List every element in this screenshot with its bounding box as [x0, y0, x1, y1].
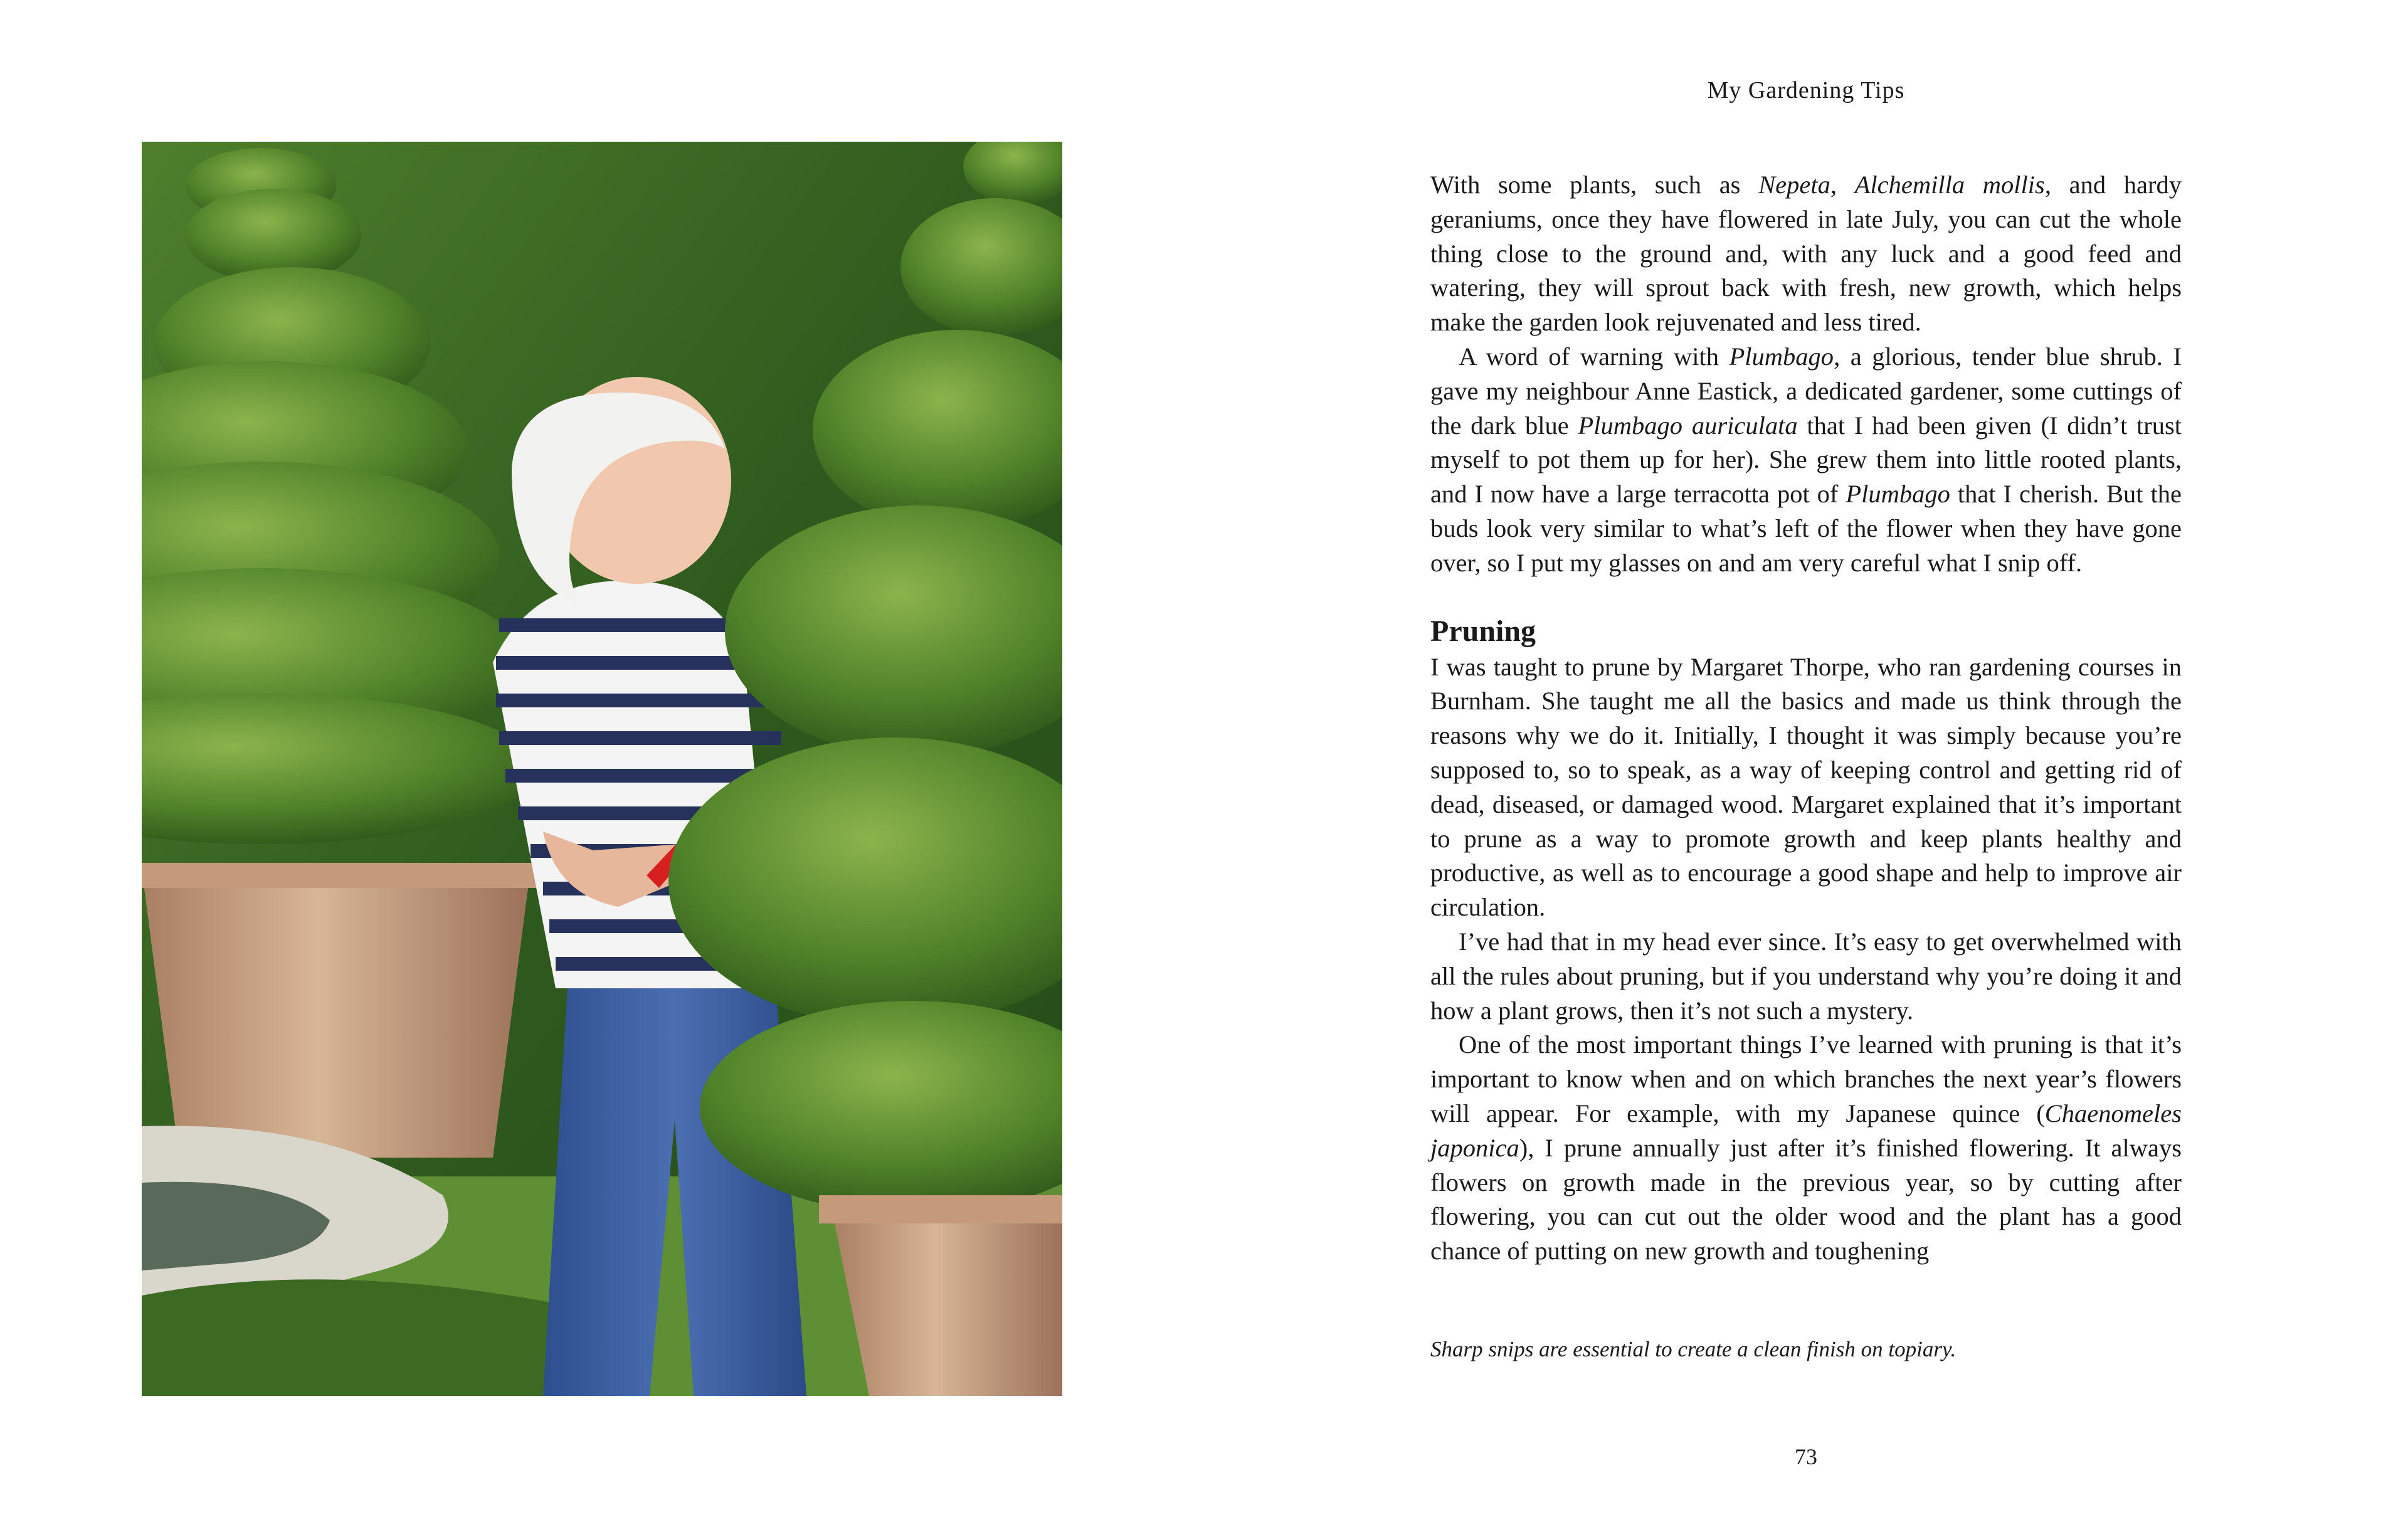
paragraph — [1430, 168, 2182, 340]
italic-term: Nepeta — [1758, 171, 1830, 199]
text-run: that I had been given (I didn’t trust myself to pot them up for her). She grew them into little rooted plants, and I now have a large terracotta pot of — [1430, 411, 2182, 509]
pruning-paragraphs — [1430, 650, 2182, 1269]
paragraph — [1430, 340, 2182, 581]
italic-term: Plumbago auriculata — [1578, 411, 1798, 440]
left-terracotta-pot — [142, 869, 531, 1158]
running-head: My Gardening Tips — [1707, 77, 1905, 103]
text-run: One of the most important things I’ve learned with pruning is that it’s important to know when and on which branches the next year’s flowers will appear. For example, with my Japanese quince ( — [1430, 1030, 2182, 1128]
page-number: 73 — [1795, 1444, 1817, 1469]
italic-term: Plumbago — [1846, 480, 1950, 509]
gardener-trimming-topiary-illustration — [142, 142, 1062, 1396]
paragraph — [1430, 925, 2182, 1028]
text-run: that I cherish. But the buds look very similar to what’s left of the flower when they have gone over, so I put my glasses on and am very careful what I snip off. — [1430, 480, 2182, 577]
italic-term: Alchemilla mollis — [1854, 171, 2045, 199]
section-heading: Pruning — [1430, 614, 1536, 648]
low-box-hedge — [142, 1279, 581, 1396]
text-run: , — [1830, 171, 1855, 199]
text-run: I’ve had that in my head ever since. It’s easy to get overwhelmed with all the rules about pruning, but if you understand why you’re doing it and how a plant grows, then it’s not such a mystery. — [1430, 927, 2182, 1025]
paragraph — [1430, 1028, 2182, 1269]
text-run: A word of warning with — [1459, 342, 1729, 371]
text-run: , and hardy geraniums, once they have flowered in late July, you can cut the whole thing close to the ground and, with any luck and a good feed and watering, they will sprout back with fresh, new growth, which helps make the garden look rejuvenated and less tired. — [1430, 171, 2182, 337]
text-run: ), I prune annually just after it’s finished flowering. It always flowers on growth made in the previous year, so by cutting after flowering, you can cut out the older wood and the plant has a good chance of putting on new growth and toughening — [1430, 1133, 2182, 1265]
text-run: I was taught to prune by Margaret Thorpe, who ran gardening courses in Burnham. She taught me all the basics and made us think through the reasons why we do it. Initially, I thought it was simply because you’re supposed to, so to speak, as a way of keeping control and getting rid of dead, diseased, or damaged wood. Margaret explained that it’s important to prune as a way to promote growth and keep plants healthy and productive, as well as to encourage a good shape and help to improve air circulation. — [1430, 652, 2182, 922]
text-run: With some plants, such as — [1430, 171, 1759, 199]
body-text — [1430, 168, 2182, 1269]
topiary-photo — [142, 142, 1062, 1396]
italic-term: Plumbago — [1729, 342, 1834, 371]
text-run: , a glorious, tender blue shrub. I gave my neighbour Anne Eastick, a dedicated gardener, some cuttings of the dark blue — [1430, 342, 2182, 440]
italic-term: Chaenomeles japonica — [1430, 1099, 2182, 1162]
paragraph — [1430, 650, 2182, 925]
right-terracotta-pot — [832, 1208, 1062, 1396]
photo-caption: Sharp snips are essential to create a clean finish on topiary. — [1430, 1337, 1956, 1361]
intro-paragraphs — [1430, 168, 2182, 581]
